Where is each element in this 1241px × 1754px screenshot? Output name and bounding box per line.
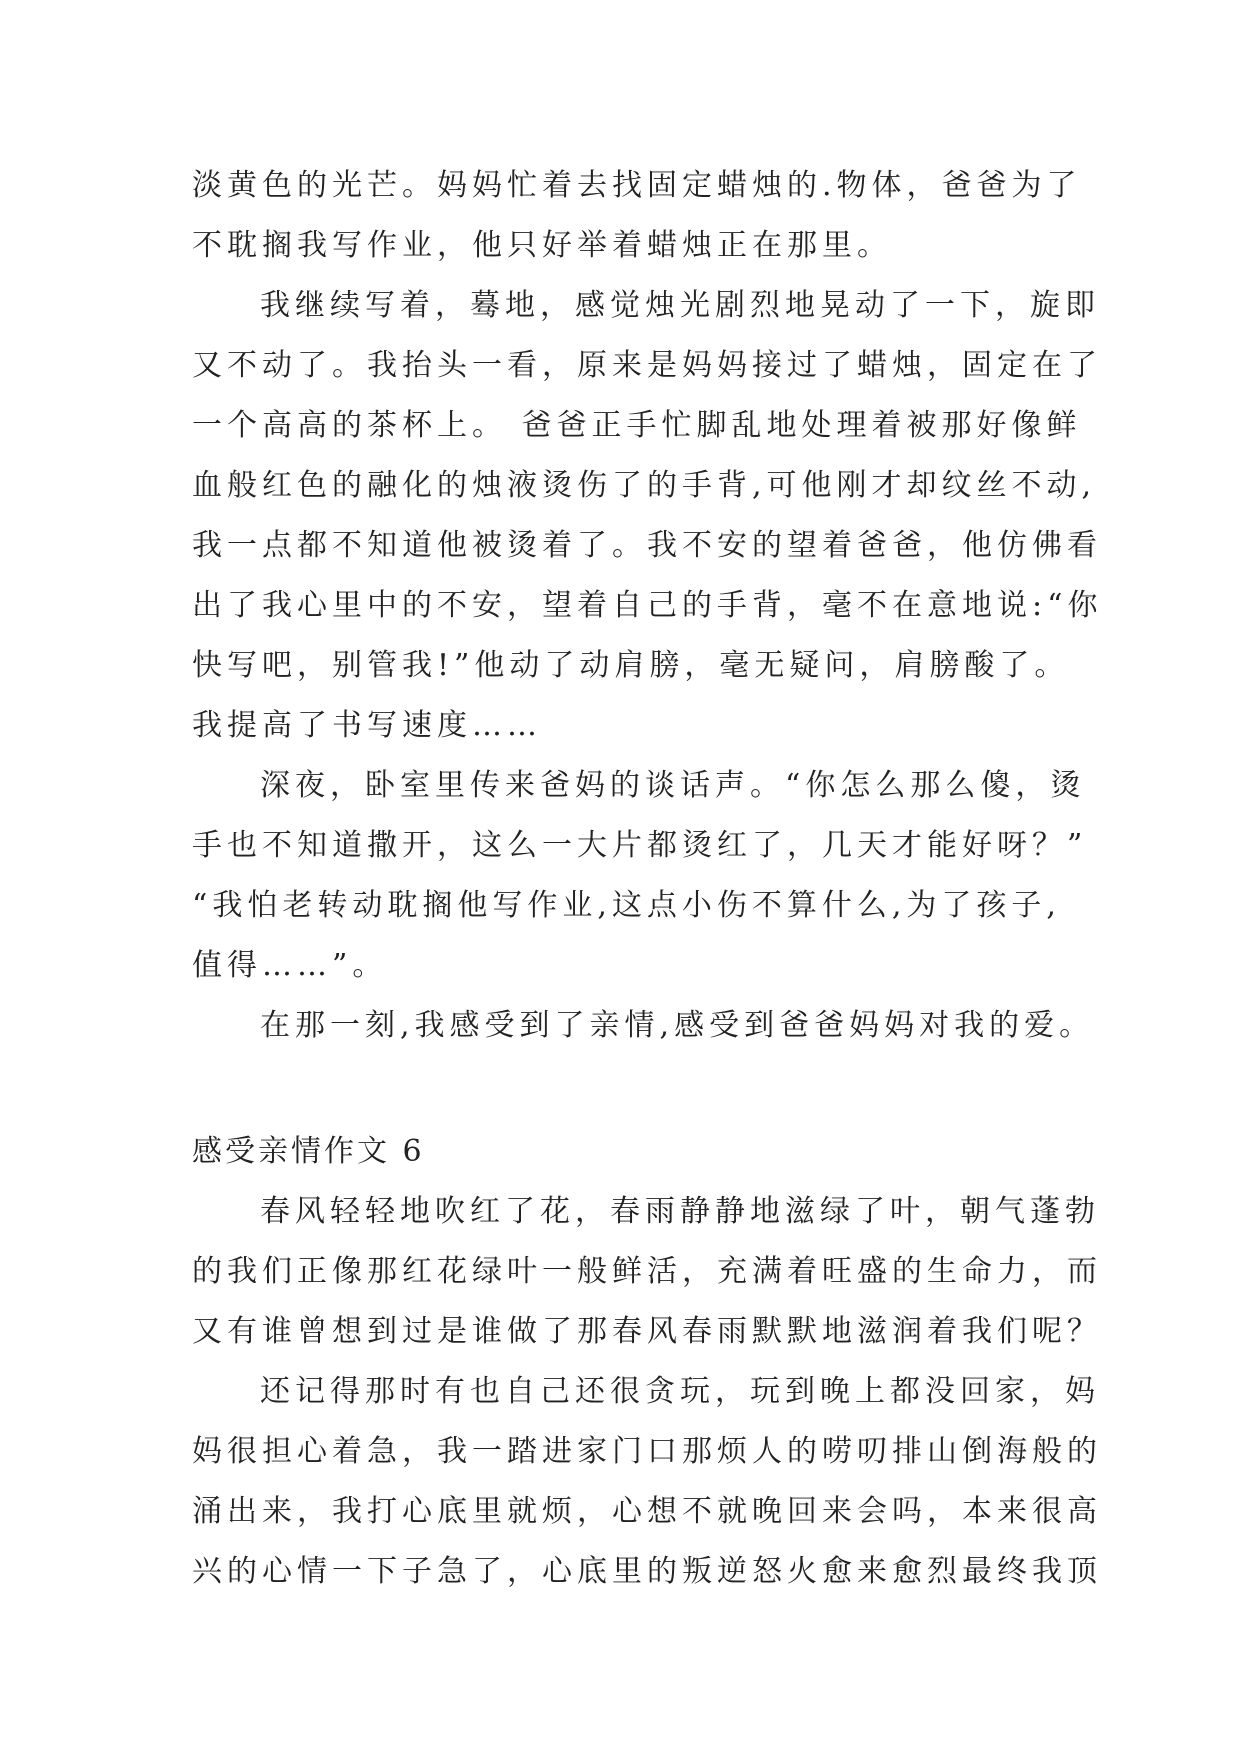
paragraph-line: 出了我心里中的不安，望着自己的手背，毫不在意地说:“你 <box>192 588 1103 623</box>
paragraph-line: 我继续写着，蓦地，感觉烛光剧烈地晃动了一下，旋即 <box>260 288 1100 323</box>
paragraph-line: 的我们正像那红花绿叶一般鲜活，充满着旺盛的生命力，而 <box>192 1254 1102 1289</box>
section-gap <box>192 1056 1072 1122</box>
paragraph-line: 又不动了。我抬头一看，原来是妈妈接过了蜡烛，固定在了 <box>192 348 1102 383</box>
paragraph-line: 还记得那时有也自己还很贪玩，玩到晚上都没回家，妈 <box>260 1374 1100 1409</box>
paragraph-line: 一个高高的茶杯上。 爸爸正手忙脚乱地处理着被那好像鲜 <box>192 408 1082 443</box>
paragraph-line: 血般红色的融化的烛液烫伤了的手背,可他刚才却纹丝不动, <box>192 468 1097 503</box>
paragraph-line: 不耽搁我写作业，他只好举着蜡烛正在那里。 <box>192 228 892 263</box>
section-heading: 感受亲情作文 6 <box>192 1134 425 1169</box>
paragraph-line: 淡黄色的光芒。妈妈忙着去找固定蜡烛的.物体，爸爸为了 <box>192 168 1082 203</box>
paragraph-line: 值得……”。 <box>192 948 388 983</box>
paragraph-line: 在那一刻,我感受到了亲情,感受到爸爸妈妈对我的爱。 <box>260 1008 1095 1043</box>
paragraph-line: 快写吧，别管我!”他动了动肩膀，毫无疑问，肩膀酸了。 <box>192 648 1070 683</box>
document-body <box>192 156 1103 1602</box>
paragraph-line: 妈很担心着急，我一踏进家门口那烦人的唠叨排山倒海般的 <box>192 1434 1102 1469</box>
paragraph-line: 涌出来，我打心底里就烦，心想不就晚回来会吗，本来很高 <box>192 1494 1102 1529</box>
paragraph-line: 深夜，卧室里传来爸妈的谈话声。“你怎么那么傻，烫 <box>260 768 1086 803</box>
paragraph-line: 我提高了书写速度…… <box>192 708 542 743</box>
paragraph-line: 兴的心情一下子急了，心底里的叛逆怒火愈来愈烈最终我顶 <box>192 1554 1102 1589</box>
paragraph-line: “我怕老转动耽搁他写作业,这点小伤不算什么,为了孩子, <box>192 888 1061 923</box>
paragraph-line: 又有谁曾想到过是谁做了那春风春雨默默地滋润着我们呢？ <box>192 1314 1102 1349</box>
paragraph-line: 手也不知道撒开，这么一大片都烫红了，几天才能好呀？” <box>192 828 1088 863</box>
paragraph-line: 我一点都不知道他被烫着了。我不安的望着爸爸，他仿佛看 <box>192 528 1102 563</box>
paragraph-line: 春风轻轻地吹红了花，春雨静静地滋绿了叶，朝气蓬勃 <box>260 1194 1100 1229</box>
